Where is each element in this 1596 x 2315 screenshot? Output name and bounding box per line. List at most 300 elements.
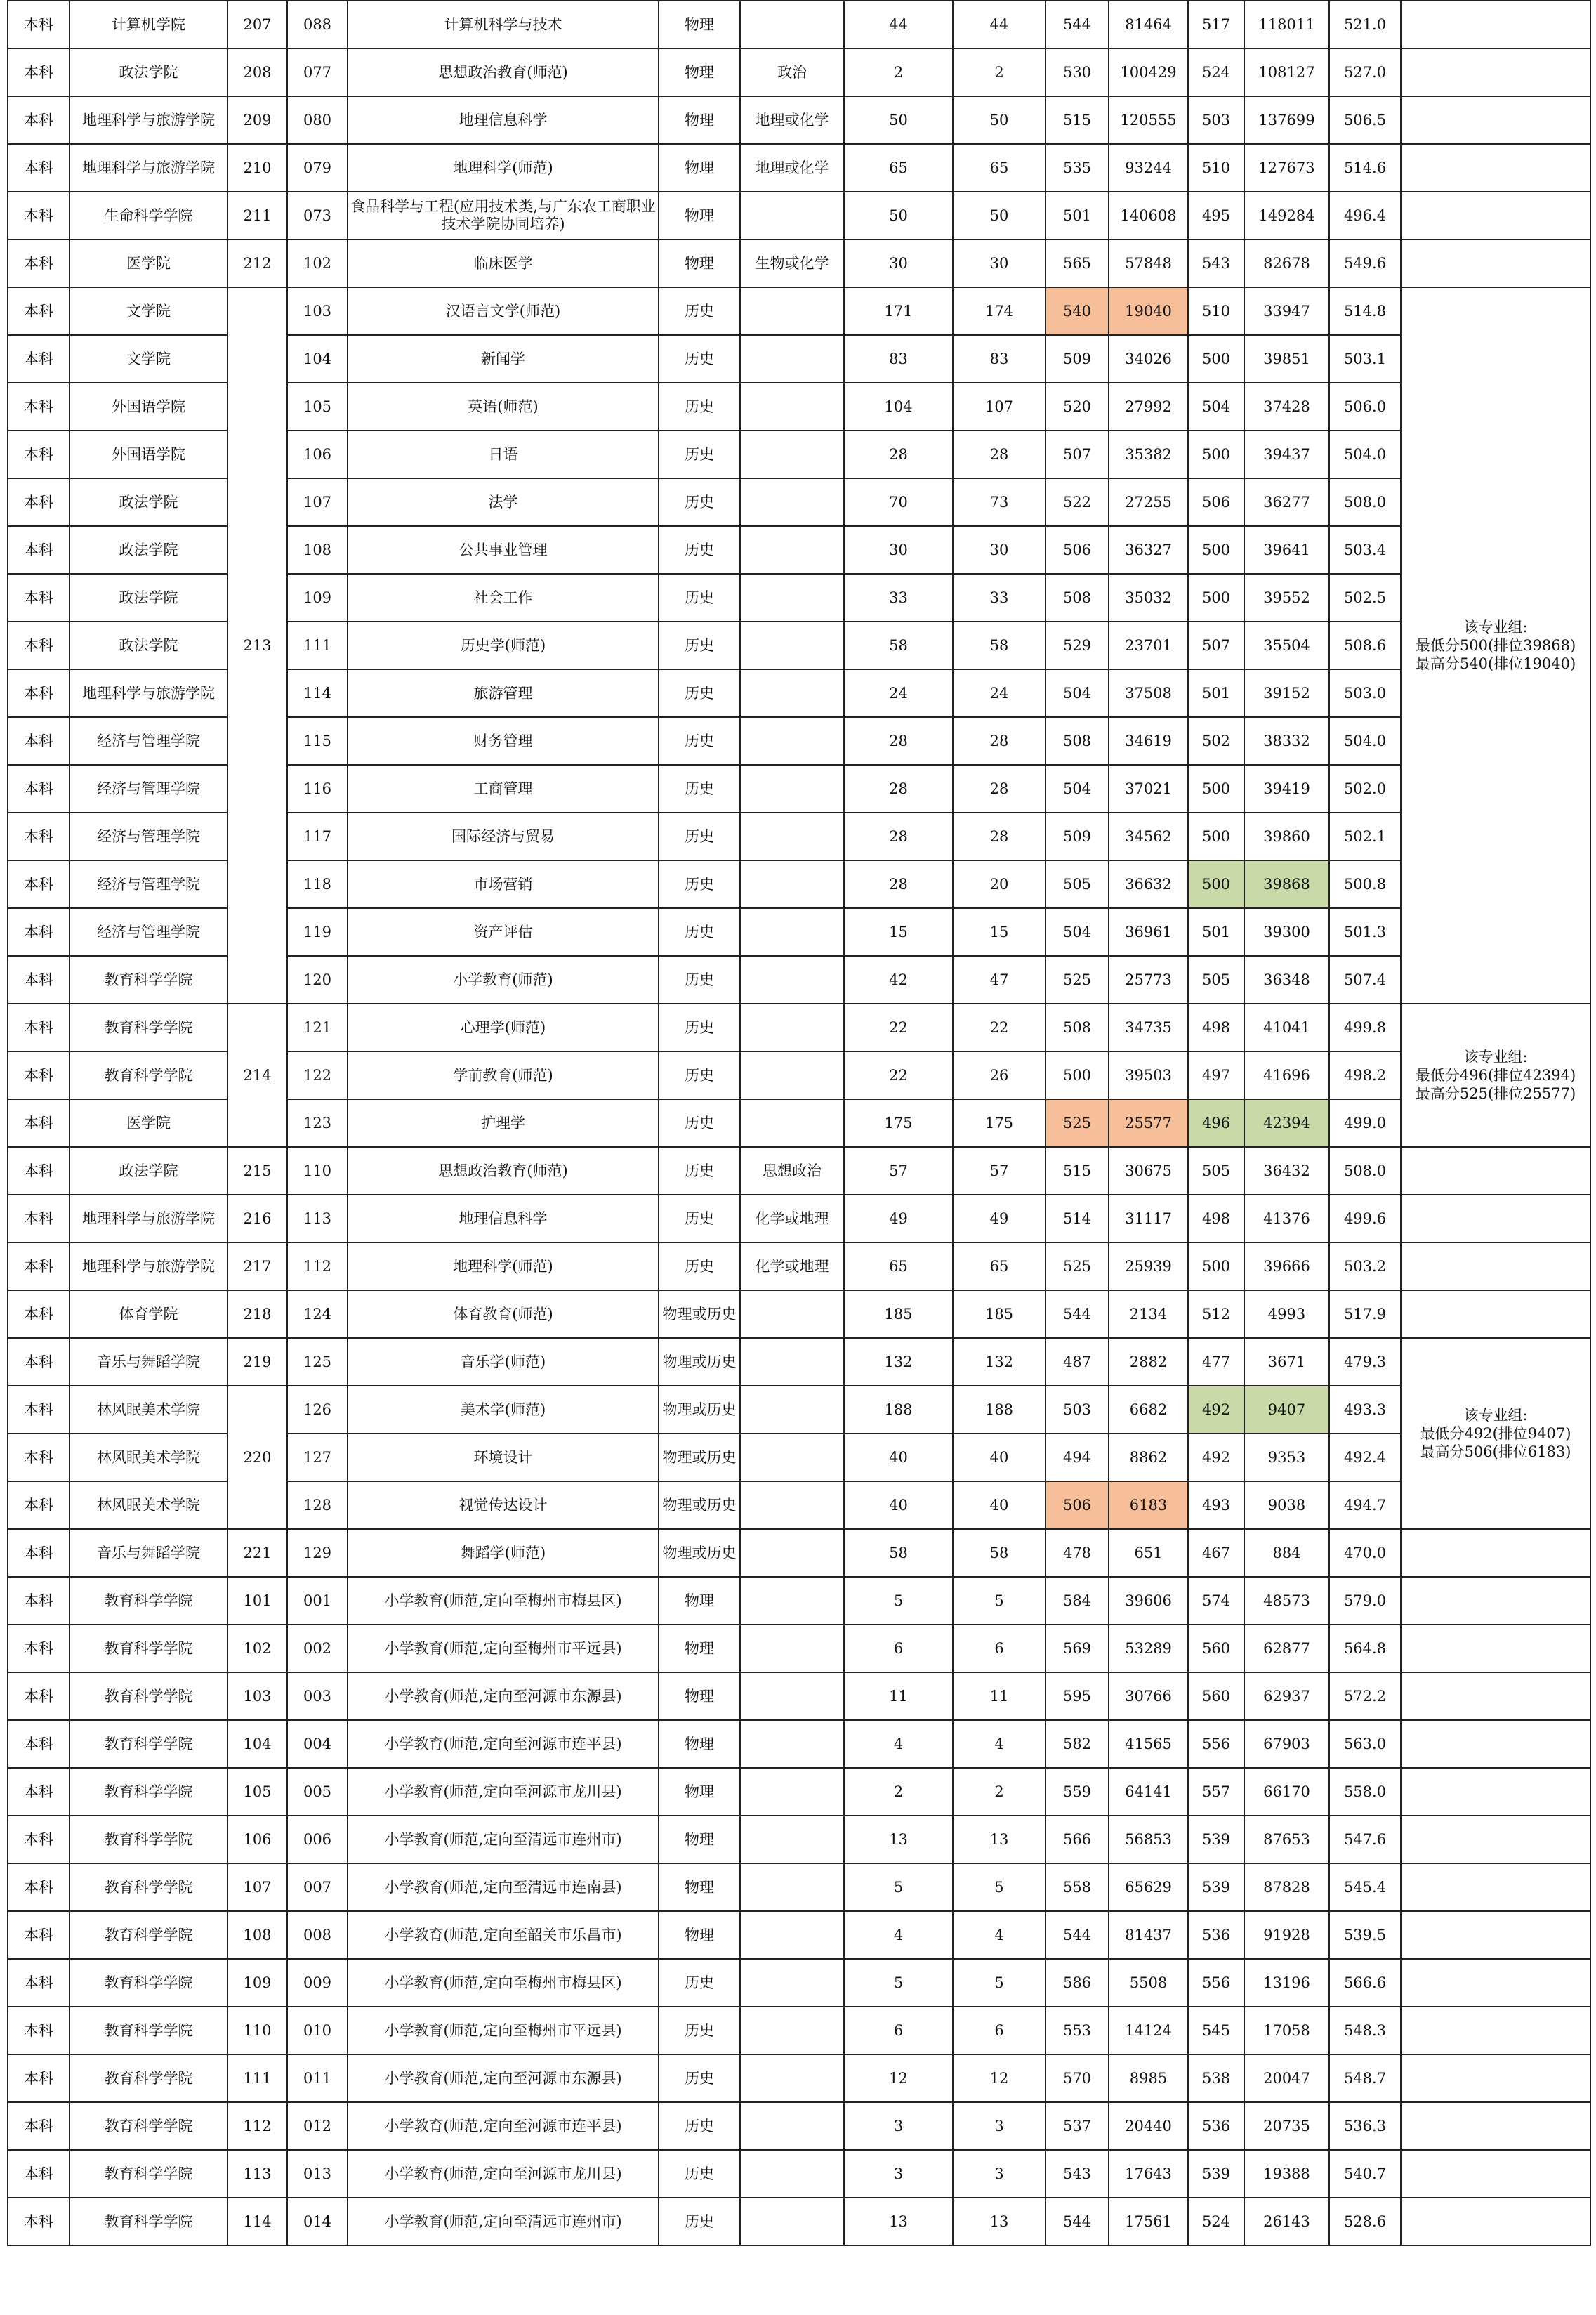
cell-subject: 物理 — [659, 144, 740, 192]
cell-group: 112 — [227, 2102, 287, 2150]
table-row — [8, 1768, 1590, 1816]
cell-enrolled: 174 — [953, 287, 1046, 335]
cell-group: 105 — [227, 1768, 287, 1816]
cell-average: 503.2 — [1329, 1242, 1401, 1290]
cell-max-score: 509 — [1046, 813, 1109, 860]
cell-average: 503.0 — [1329, 669, 1401, 717]
cell-group: 108 — [227, 1911, 287, 1959]
table-row — [8, 2007, 1590, 2054]
cell-subject: 历史 — [659, 2198, 740, 2245]
cell-level: 本科 — [8, 2054, 70, 2102]
cell-school: 政法学院 — [70, 478, 227, 526]
cell-major-code: 007 — [287, 1863, 348, 1911]
cell-major-name: 小学教育(师范,定向至清远市连州市) — [348, 1816, 659, 1863]
cell-subject: 历史 — [659, 1051, 740, 1099]
cell-school: 文学院 — [70, 335, 227, 383]
cell-min-score: 524 — [1188, 2198, 1244, 2245]
cell-plan: 11 — [844, 1672, 953, 1720]
cell-major-code: 105 — [287, 383, 348, 431]
cell-max-score: 506 — [1046, 526, 1109, 574]
cell-requirement — [740, 1720, 844, 1768]
cell-average: 514.6 — [1329, 144, 1401, 192]
cell-group: 211 — [227, 192, 287, 240]
cell-max-rank: 27992 — [1109, 383, 1188, 431]
cell-requirement — [740, 287, 844, 335]
cell-plan: 13 — [844, 2198, 953, 2245]
cell-enrolled: 188 — [953, 1386, 1046, 1434]
cell-max-score: 522 — [1046, 478, 1109, 526]
cell-group: 107 — [227, 1863, 287, 1911]
cell-major-code: 128 — [287, 1481, 348, 1529]
cell-subject: 历史 — [659, 383, 740, 431]
table-row — [8, 1816, 1590, 1863]
cell-min-score: 495 — [1188, 192, 1244, 240]
cell-min-rank: 39860 — [1244, 813, 1329, 860]
cell-requirement — [740, 1768, 844, 1816]
cell-plan: 6 — [844, 1625, 953, 1672]
table-row — [8, 1242, 1590, 1290]
cell-min-score: 492 — [1188, 1386, 1244, 1434]
cell-average: 564.8 — [1329, 1625, 1401, 1672]
cell-min-rank: 39552 — [1244, 574, 1329, 622]
cell-min-rank: 41696 — [1244, 1051, 1329, 1099]
cell-level: 本科 — [8, 622, 70, 669]
cell-major-name: 小学教育(师范,定向至梅州市梅县区) — [348, 1959, 659, 2007]
cell-enrolled: 33 — [953, 574, 1046, 622]
cell-enrolled: 5 — [953, 1959, 1046, 2007]
cell-enrolled: 13 — [953, 1816, 1046, 1863]
cell-school: 地理科学与旅游学院 — [70, 1195, 227, 1242]
cell-enrolled: 175 — [953, 1099, 1046, 1147]
cell-school: 医学院 — [70, 240, 227, 287]
cell-major-code: 008 — [287, 1911, 348, 1959]
cell-major-code: 122 — [287, 1051, 348, 1099]
cell-max-score: 503 — [1046, 1386, 1109, 1434]
cell-max-rank: 81437 — [1109, 1911, 1188, 1959]
cell-enrolled: 4 — [953, 1720, 1046, 1768]
cell-level: 本科 — [8, 1529, 70, 1577]
cell-min-score: 524 — [1188, 48, 1244, 96]
cell-enrolled: 65 — [953, 144, 1046, 192]
cell-min-score: 539 — [1188, 2150, 1244, 2198]
cell-school: 生命科学学院 — [70, 192, 227, 240]
cell-major-name: 地理信息科学 — [348, 96, 659, 144]
cell-enrolled: 132 — [953, 1338, 1046, 1386]
cell-school: 教育科学学院 — [70, 1959, 227, 2007]
cell-enrolled: 30 — [953, 240, 1046, 287]
cell-level: 本科 — [8, 1, 70, 48]
cell-school: 教育科学学院 — [70, 1720, 227, 1768]
cell-group: 109 — [227, 1959, 287, 2007]
cell-requirement — [740, 2150, 844, 2198]
cell-requirement — [740, 192, 844, 240]
cell-major-code: 116 — [287, 765, 348, 813]
table-row — [8, 144, 1590, 192]
cell-major-code: 001 — [287, 1577, 348, 1625]
admission-table — [7, 0, 1591, 2246]
cell-average: 545.4 — [1329, 1863, 1401, 1911]
cell-max-rank: 100429 — [1109, 48, 1188, 96]
cell-enrolled: 5 — [953, 1863, 1046, 1911]
cell-enrolled: 4 — [953, 1911, 1046, 1959]
cell-min-rank: 67903 — [1244, 1720, 1329, 1768]
cell-enrolled: 6 — [953, 2007, 1046, 2054]
cell-requirement — [740, 1386, 844, 1434]
cell-major-code: 119 — [287, 908, 348, 956]
cell-major-name: 资产评估 — [348, 908, 659, 956]
cell-min-rank: 3671 — [1244, 1338, 1329, 1386]
cell-max-score: 544 — [1046, 1, 1109, 48]
cell-level: 本科 — [8, 1577, 70, 1625]
cell-major-code: 011 — [287, 2054, 348, 2102]
cell-requirement — [740, 2054, 844, 2102]
cell-max-score: 520 — [1046, 383, 1109, 431]
cell-group: 106 — [227, 1816, 287, 1863]
cell-max-rank: 34735 — [1109, 1004, 1188, 1051]
cell-average: 527.0 — [1329, 48, 1401, 96]
cell-average: 493.3 — [1329, 1386, 1401, 1434]
cell-plan: 44 — [844, 1, 953, 48]
cell-major-name: 汉语言文学(师范) — [348, 287, 659, 335]
cell-major-code: 113 — [287, 1195, 348, 1242]
cell-subject: 历史 — [659, 526, 740, 574]
cell-max-rank: 25773 — [1109, 956, 1188, 1004]
cell-plan: 33 — [844, 574, 953, 622]
cell-group-note — [1401, 1577, 1590, 1625]
cell-group-note — [1401, 1625, 1590, 1672]
table-row — [8, 2150, 1590, 2198]
cell-max-score: 530 — [1046, 48, 1109, 96]
cell-major-code: 118 — [287, 860, 348, 908]
cell-enrolled: 28 — [953, 431, 1046, 478]
cell-subject: 物理 — [659, 1911, 740, 1959]
cell-major-code: 009 — [287, 1959, 348, 2007]
cell-school: 教育科学学院 — [70, 1625, 227, 1672]
cell-level: 本科 — [8, 383, 70, 431]
cell-min-rank: 39641 — [1244, 526, 1329, 574]
cell-min-rank: 91928 — [1244, 1911, 1329, 1959]
cell-enrolled: 2 — [953, 48, 1046, 96]
cell-level: 本科 — [8, 144, 70, 192]
cell-max-score: 540 — [1046, 287, 1109, 335]
cell-plan: 50 — [844, 96, 953, 144]
cell-subject: 物理或历史 — [659, 1338, 740, 1386]
cell-max-rank: 5508 — [1109, 1959, 1188, 2007]
cell-min-score: 500 — [1188, 526, 1244, 574]
cell-subject: 物理或历史 — [659, 1290, 740, 1338]
cell-max-score: 582 — [1046, 1720, 1109, 1768]
cell-level: 本科 — [8, 2102, 70, 2150]
cell-group-note — [1401, 1529, 1590, 1577]
cell-min-score: 503 — [1188, 96, 1244, 144]
cell-average: 528.6 — [1329, 2198, 1401, 2245]
cell-group-note: 该专业组: 最低分496(排位42394) 最高分525(排位25577) — [1401, 1004, 1590, 1147]
cell-major-name: 小学教育(师范,定向至梅州市平远县) — [348, 1625, 659, 1672]
cell-enrolled: 58 — [953, 1529, 1046, 1577]
cell-max-rank: 6183 — [1109, 1481, 1188, 1529]
cell-average: 504.0 — [1329, 431, 1401, 478]
cell-major-name: 食品科学与工程(应用技术类,与广东农工商职业技术学院协同培养) — [348, 192, 659, 240]
cell-school: 政法学院 — [70, 1147, 227, 1195]
cell-min-score: 493 — [1188, 1481, 1244, 1529]
cell-level: 本科 — [8, 335, 70, 383]
cell-major-code: 120 — [287, 956, 348, 1004]
cell-group-note — [1401, 1195, 1590, 1242]
cell-max-score: 586 — [1046, 1959, 1109, 2007]
cell-major-code: 103 — [287, 287, 348, 335]
cell-major-name: 思想政治教育(师范) — [348, 1147, 659, 1195]
cell-level: 本科 — [8, 48, 70, 96]
cell-major-name: 小学教育(师范,定向至清远市连南县) — [348, 1863, 659, 1911]
cell-school: 音乐与舞蹈学院 — [70, 1529, 227, 1577]
cell-school: 教育科学学院 — [70, 1577, 227, 1625]
cell-min-score: 500 — [1188, 335, 1244, 383]
cell-group: 220 — [227, 1386, 287, 1529]
cell-average: 499.8 — [1329, 1004, 1401, 1051]
cell-min-rank: 39300 — [1244, 908, 1329, 956]
cell-plan: 132 — [844, 1338, 953, 1386]
cell-level: 本科 — [8, 1625, 70, 1672]
cell-major-name: 国际经济与贸易 — [348, 813, 659, 860]
cell-enrolled: 12 — [953, 2054, 1046, 2102]
cell-min-score: 507 — [1188, 622, 1244, 669]
cell-major-code: 115 — [287, 717, 348, 765]
cell-requirement: 思想政治 — [740, 1147, 844, 1195]
cell-enrolled: 5 — [953, 1577, 1046, 1625]
cell-major-name: 体育教育(师范) — [348, 1290, 659, 1338]
cell-max-score: 501 — [1046, 192, 1109, 240]
cell-subject: 历史 — [659, 574, 740, 622]
cell-min-rank: 36348 — [1244, 956, 1329, 1004]
cell-plan: 42 — [844, 956, 953, 1004]
cell-school: 经济与管理学院 — [70, 813, 227, 860]
cell-requirement — [740, 526, 844, 574]
cell-min-score: 500 — [1188, 574, 1244, 622]
cell-min-score: 543 — [1188, 240, 1244, 287]
cell-level: 本科 — [8, 96, 70, 144]
cell-max-rank: 20440 — [1109, 2102, 1188, 2150]
cell-group: 111 — [227, 2054, 287, 2102]
cell-major-code: 126 — [287, 1386, 348, 1434]
cell-average: 579.0 — [1329, 1577, 1401, 1625]
cell-max-score: 543 — [1046, 2150, 1109, 2198]
cell-min-rank: 39152 — [1244, 669, 1329, 717]
cell-major-code: 112 — [287, 1242, 348, 1290]
cell-group: 216 — [227, 1195, 287, 1242]
cell-subject: 历史 — [659, 2007, 740, 2054]
cell-subject: 历史 — [659, 2150, 740, 2198]
cell-major-name: 旅游管理 — [348, 669, 659, 717]
cell-level: 本科 — [8, 1290, 70, 1338]
cell-level: 本科 — [8, 1147, 70, 1195]
cell-plan: 30 — [844, 240, 953, 287]
cell-requirement: 化学或地理 — [740, 1195, 844, 1242]
cell-max-rank: 57848 — [1109, 240, 1188, 287]
cell-enrolled: 3 — [953, 2102, 1046, 2150]
cell-level: 本科 — [8, 1720, 70, 1768]
cell-max-rank: 39606 — [1109, 1577, 1188, 1625]
cell-max-rank: 17643 — [1109, 2150, 1188, 2198]
cell-max-rank: 34026 — [1109, 335, 1188, 383]
cell-min-score: 467 — [1188, 1529, 1244, 1577]
cell-requirement: 地理或化学 — [740, 96, 844, 144]
cell-max-rank: 8862 — [1109, 1434, 1188, 1481]
cell-plan: 49 — [844, 1195, 953, 1242]
cell-average: 506.0 — [1329, 383, 1401, 431]
cell-max-score: 508 — [1046, 574, 1109, 622]
cell-group: 221 — [227, 1529, 287, 1577]
cell-plan: 2 — [844, 48, 953, 96]
cell-group-note — [1401, 2054, 1590, 2102]
cell-enrolled: 47 — [953, 956, 1046, 1004]
cell-level: 本科 — [8, 1386, 70, 1434]
cell-subject: 历史 — [659, 1099, 740, 1147]
table-row — [8, 2054, 1590, 2102]
cell-school: 体育学院 — [70, 1290, 227, 1338]
cell-max-score: 569 — [1046, 1625, 1109, 1672]
cell-min-rank: 13196 — [1244, 1959, 1329, 2007]
cell-min-rank: 41376 — [1244, 1195, 1329, 1242]
cell-group: 210 — [227, 144, 287, 192]
cell-plan: 185 — [844, 1290, 953, 1338]
cell-requirement: 地理或化学 — [740, 144, 844, 192]
cell-school: 教育科学学院 — [70, 1816, 227, 1863]
cell-max-score: 504 — [1046, 669, 1109, 717]
cell-school: 文学院 — [70, 287, 227, 335]
cell-major-name: 小学教育(师范,定向至河源市东源县) — [348, 1672, 659, 1720]
cell-average: 503.1 — [1329, 335, 1401, 383]
cell-min-score: 512 — [1188, 1290, 1244, 1338]
cell-level: 本科 — [8, 1051, 70, 1099]
cell-max-rank: 37508 — [1109, 669, 1188, 717]
cell-requirement — [740, 2007, 844, 2054]
cell-major-name: 法学 — [348, 478, 659, 526]
cell-min-score: 492 — [1188, 1434, 1244, 1481]
cell-subject: 物理 — [659, 1625, 740, 1672]
cell-subject: 物理或历史 — [659, 1481, 740, 1529]
cell-school: 经济与管理学院 — [70, 717, 227, 765]
cell-enrolled: 50 — [953, 96, 1046, 144]
cell-major-name: 日语 — [348, 431, 659, 478]
cell-school: 政法学院 — [70, 526, 227, 574]
cell-enrolled: 49 — [953, 1195, 1046, 1242]
cell-max-score: 566 — [1046, 1816, 1109, 1863]
cell-plan: 57 — [844, 1147, 953, 1195]
cell-enrolled: 2 — [953, 1768, 1046, 1816]
cell-subject: 物理或历史 — [659, 1386, 740, 1434]
cell-min-rank: 66170 — [1244, 1768, 1329, 1816]
cell-average: 508.0 — [1329, 478, 1401, 526]
cell-average: 572.2 — [1329, 1672, 1401, 1720]
cell-requirement — [740, 1434, 844, 1481]
cell-max-rank: 140608 — [1109, 192, 1188, 240]
cell-plan: 28 — [844, 717, 953, 765]
cell-group: 218 — [227, 1290, 287, 1338]
cell-max-rank: 36632 — [1109, 860, 1188, 908]
cell-max-score: 508 — [1046, 717, 1109, 765]
cell-min-score: 510 — [1188, 144, 1244, 192]
cell-max-score: 515 — [1046, 1147, 1109, 1195]
cell-level: 本科 — [8, 1242, 70, 1290]
cell-requirement — [740, 1004, 844, 1051]
cell-school: 教育科学学院 — [70, 1863, 227, 1911]
cell-min-rank: 62877 — [1244, 1625, 1329, 1672]
table-row — [8, 1625, 1590, 1672]
cell-requirement — [740, 622, 844, 669]
cell-major-name: 美术学(师范) — [348, 1386, 659, 1434]
cell-level: 本科 — [8, 192, 70, 240]
cell-group-note — [1401, 2102, 1590, 2150]
cell-requirement — [740, 1, 844, 48]
cell-average: 558.0 — [1329, 1768, 1401, 1816]
cell-requirement — [740, 1338, 844, 1386]
cell-max-score: 525 — [1046, 1099, 1109, 1147]
cell-max-score: 535 — [1046, 144, 1109, 192]
cell-major-name: 小学教育(师范,定向至清远市连州市) — [348, 2198, 659, 2245]
table-row — [8, 1147, 1590, 1195]
cell-level: 本科 — [8, 1816, 70, 1863]
cell-requirement — [740, 1816, 844, 1863]
cell-group: 110 — [227, 2007, 287, 2054]
cell-major-name: 小学教育(师范,定向至梅州市梅县区) — [348, 1577, 659, 1625]
cell-group-note — [1401, 1242, 1590, 1290]
cell-min-rank: 39437 — [1244, 431, 1329, 478]
cell-min-score: 574 — [1188, 1577, 1244, 1625]
cell-group-note — [1401, 1290, 1590, 1338]
cell-max-rank: 23701 — [1109, 622, 1188, 669]
cell-plan: 104 — [844, 383, 953, 431]
cell-major-code: 123 — [287, 1099, 348, 1147]
cell-subject: 物理 — [659, 1816, 740, 1863]
cell-major-code: 088 — [287, 1, 348, 48]
cell-max-rank: 34562 — [1109, 813, 1188, 860]
cell-max-score: 529 — [1046, 622, 1109, 669]
cell-max-rank: 35032 — [1109, 574, 1188, 622]
cell-requirement — [740, 813, 844, 860]
cell-max-rank: 2134 — [1109, 1290, 1188, 1338]
cell-plan: 5 — [844, 1959, 953, 2007]
cell-major-code: 104 — [287, 335, 348, 383]
table-row — [8, 1290, 1590, 1338]
cell-min-rank: 39666 — [1244, 1242, 1329, 1290]
cell-subject: 历史 — [659, 860, 740, 908]
cell-major-code: 079 — [287, 144, 348, 192]
cell-plan: 58 — [844, 1529, 953, 1577]
cell-requirement — [740, 1625, 844, 1672]
cell-major-name: 小学教育(师范,定向至梅州市平远县) — [348, 2007, 659, 2054]
cell-min-rank: 9353 — [1244, 1434, 1329, 1481]
cell-average: 500.8 — [1329, 860, 1401, 908]
cell-enrolled: 28 — [953, 717, 1046, 765]
cell-average: 547.6 — [1329, 1816, 1401, 1863]
table-row — [8, 1, 1590, 48]
cell-max-rank: 34619 — [1109, 717, 1188, 765]
cell-requirement — [740, 2102, 844, 2150]
cell-enrolled: 20 — [953, 860, 1046, 908]
cell-enrolled: 28 — [953, 813, 1046, 860]
cell-min-score: 500 — [1188, 860, 1244, 908]
cell-plan: 65 — [844, 144, 953, 192]
cell-group-note — [1401, 1, 1590, 48]
cell-min-rank: 42394 — [1244, 1099, 1329, 1147]
cell-max-rank: 93244 — [1109, 144, 1188, 192]
cell-subject: 历史 — [659, 1147, 740, 1195]
cell-plan: 30 — [844, 526, 953, 574]
cell-subject: 物理 — [659, 48, 740, 96]
table-row — [8, 1959, 1590, 2007]
cell-level: 本科 — [8, 669, 70, 717]
cell-school: 教育科学学院 — [70, 1051, 227, 1099]
